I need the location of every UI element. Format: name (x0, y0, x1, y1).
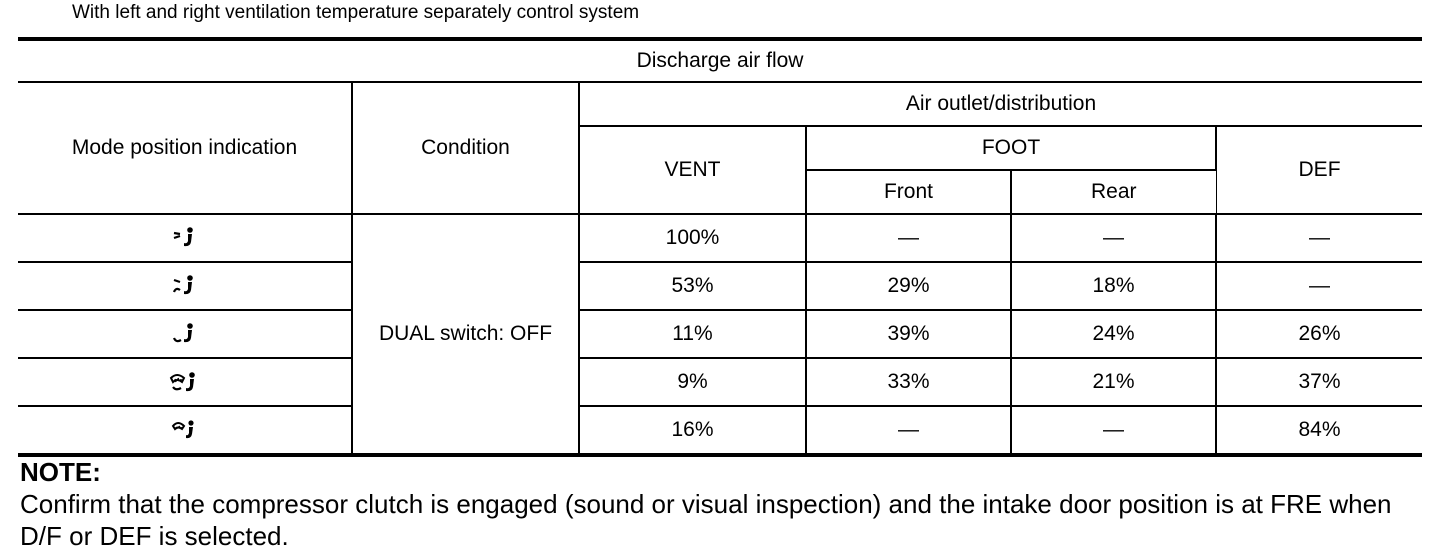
vent-value: 100% (579, 214, 806, 262)
def-value: 84% (1216, 406, 1422, 455)
foot-rear-value: — (1011, 406, 1216, 455)
note-text: Confirm that the compressor clutch is engaged (sound or visual inspection) and the intake door position is at FRE when D/F or DEF is selected. (20, 489, 1392, 551)
header-air-outlet: Air outlet/distribution (579, 82, 1422, 126)
foot-rear-value: 24% (1011, 310, 1216, 358)
def-value: — (1216, 262, 1422, 310)
foot-rear-value: 21% (1011, 358, 1216, 406)
vent-value: 11% (579, 310, 806, 358)
table-row (18, 310, 1422, 358)
discharge-air-flow-table (18, 37, 1422, 457)
foot-front-value: 29% (806, 262, 1011, 310)
table-row (18, 406, 1422, 455)
header-foot-rear: Rear (1011, 170, 1216, 214)
mode-cell (18, 262, 352, 310)
foot-front-value: — (806, 214, 1011, 262)
table-row (18, 358, 1422, 406)
vent-value: 16% (579, 406, 806, 455)
vent-mode-icon (171, 226, 199, 250)
table-caption: With left and right ventilation temperature separately control system (72, 2, 640, 23)
condition-cell: DUAL switch: OFF (352, 214, 579, 455)
vent-value: 9% (579, 358, 806, 406)
header-vent: VENT (579, 126, 806, 214)
mode-cell (18, 310, 352, 358)
foot-mode-icon (171, 322, 199, 346)
table-row (18, 262, 1422, 310)
foot-rear-value: — (1011, 214, 1216, 262)
mode-cell (18, 406, 352, 455)
table-row (18, 214, 1422, 262)
foot-rear-value: 18% (1011, 262, 1216, 310)
mode-cell (18, 214, 352, 262)
header-condition: Condition (352, 82, 579, 214)
bi-level-mode-icon (171, 274, 199, 298)
table-title: Discharge air flow (18, 39, 1422, 82)
note-section (20, 456, 1440, 552)
header-mode-position: Mode position indication (18, 82, 352, 214)
header-foot-front: Front (806, 170, 1011, 214)
foot-front-value: 39% (806, 310, 1011, 358)
header-foot: FOOT (806, 126, 1216, 170)
def-value: 37% (1216, 358, 1422, 406)
def-value: 26% (1216, 310, 1422, 358)
vent-value: 53% (579, 262, 806, 310)
def-value: — (1216, 214, 1422, 262)
foot-front-value: — (806, 406, 1011, 455)
defrost-mode-icon (171, 418, 199, 442)
defrost-foot-mode-icon (169, 370, 201, 394)
mode-cell (18, 358, 352, 406)
note-title: NOTE: (20, 457, 101, 487)
foot-front-value: 33% (806, 358, 1011, 406)
header-def: DEF (1216, 126, 1422, 214)
